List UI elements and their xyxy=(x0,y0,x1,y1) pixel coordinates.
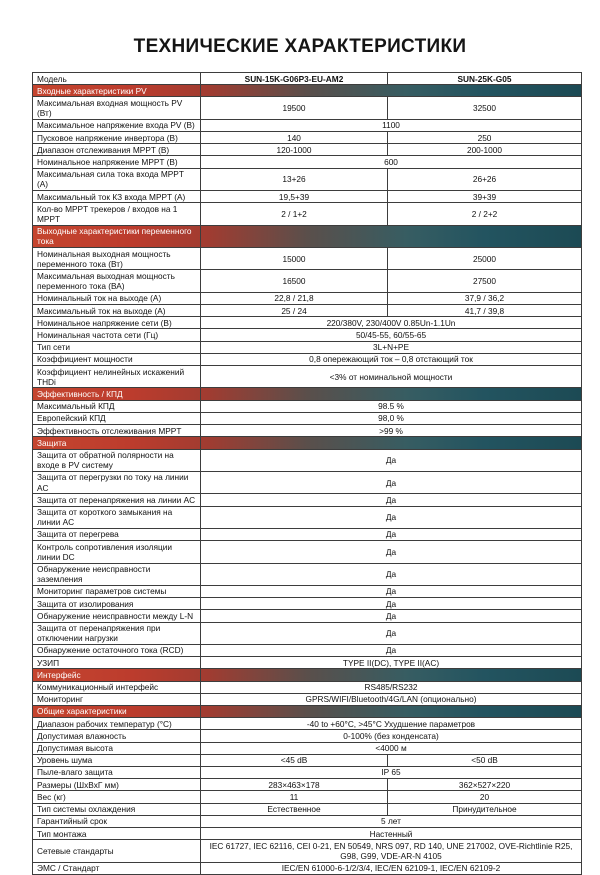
spec-label: Тип монтажа xyxy=(33,828,201,840)
spec-label: Максимальная сила тока входа MPPT (А) xyxy=(33,168,201,190)
spec-value-both-models: Да xyxy=(201,494,582,506)
spec-row xyxy=(33,862,582,874)
spec-row xyxy=(33,840,582,862)
spec-value-both-models: IEC/EN 61000-6-1/2/3/4, IEC/EN 62109-1, IEC/EN 62109-2 xyxy=(201,862,582,874)
spec-row xyxy=(33,718,582,730)
spec-value-both-models: 0,8 опережающий ток – 0,8 отстающий ток xyxy=(201,353,582,365)
spec-label: Вес (кг) xyxy=(33,791,201,803)
spec-row xyxy=(33,657,582,669)
section-gradient-fill xyxy=(201,437,582,449)
section-title: Защита xyxy=(33,437,201,449)
model-name-2: SUN-25K-G05 xyxy=(388,73,582,85)
section-header-row xyxy=(33,388,582,400)
spec-row xyxy=(33,292,582,304)
spec-value-both-models: IP 65 xyxy=(201,766,582,778)
spec-label: Защита от изолирования xyxy=(33,598,201,610)
spec-value-model-1: 120-1000 xyxy=(201,144,388,156)
spec-value-both-models: Настенный xyxy=(201,828,582,840)
spec-value-both-models: Да xyxy=(201,598,582,610)
spec-label: Кол-во MPPT трекеров / входов на 1 MPPT xyxy=(33,203,201,225)
spec-value-model-1: 140 xyxy=(201,132,388,144)
spec-value-model-2: 25000 xyxy=(388,248,582,270)
spec-row xyxy=(33,610,582,622)
spec-row xyxy=(33,803,582,815)
spec-value-both-models: 98,0 % xyxy=(201,412,582,424)
spec-row xyxy=(33,156,582,168)
spec-label: Тип сети xyxy=(33,341,201,353)
spec-value-both-models: Да xyxy=(201,449,582,471)
spec-label: Коммуникационный интерфейс xyxy=(33,681,201,693)
spec-value-both-models: 1100 xyxy=(201,119,582,131)
spec-label: Номинальный ток на выходе (А) xyxy=(33,292,201,304)
section-title: Эффективность / КПД xyxy=(33,388,201,400)
spec-table xyxy=(32,72,582,875)
spec-row xyxy=(33,270,582,292)
spec-row xyxy=(33,506,582,528)
spec-value-both-models: IEC 61727, IEC 62116, CEI 0-21, EN 50549, NRS 097, RD 140, UNE 217002, OVE-Richtlinie R25, G98, G99, VDE-AR-N 4105 xyxy=(201,840,582,862)
spec-label: Максимальный ток КЗ входа MPPT (А) xyxy=(33,191,201,203)
spec-value-model-2: 27500 xyxy=(388,270,582,292)
spec-value-both-models: Да xyxy=(201,610,582,622)
spec-value-both-models: Да xyxy=(201,585,582,597)
spec-value-both-models: Да xyxy=(201,541,582,563)
spec-label: Уровень шума xyxy=(33,754,201,766)
spec-value-both-models: TYPE II(DC), TYPE II(AC) xyxy=(201,657,582,669)
spec-label: Максимальный КПД xyxy=(33,400,201,412)
spec-value-model-1: 19500 xyxy=(201,97,388,119)
spec-label: УЗИП xyxy=(33,657,201,669)
spec-value-model-2: Принудительное xyxy=(388,803,582,815)
section-gradient-fill xyxy=(201,388,582,400)
spec-value-both-models: 220/380V, 230/400V 0.85Un-1.1Un xyxy=(201,317,582,329)
spec-value-model-2: 39+39 xyxy=(388,191,582,203)
spec-value-model-1: 25 / 24 xyxy=(201,305,388,317)
spec-value-both-models: -40 to +60°C, >45°C Ухудшение параметров xyxy=(201,718,582,730)
spec-value-both-models: <4000 м xyxy=(201,742,582,754)
spec-label: Защита от обратной полярности на входе в PV систему xyxy=(33,449,201,471)
spec-label: Защита от перегрузки по току на линии AC xyxy=(33,471,201,493)
spec-label: Защита от перегрева xyxy=(33,528,201,540)
spec-row xyxy=(33,815,582,827)
spec-value-model-2: 2 / 2+2 xyxy=(388,203,582,225)
spec-value-model-2: 20 xyxy=(388,791,582,803)
spec-label: Максимальная входная мощность PV (Вт) xyxy=(33,97,201,119)
spec-row xyxy=(33,598,582,610)
spec-row xyxy=(33,341,582,353)
spec-row xyxy=(33,791,582,803)
spec-label: Обнаружение неисправности между L-N xyxy=(33,610,201,622)
section-title: Общие характеристики xyxy=(33,705,201,717)
spec-value-model-2: 41,7 / 39,8 xyxy=(388,305,582,317)
spec-row xyxy=(33,400,582,412)
spec-label: Размеры (ШхВхГ мм) xyxy=(33,779,201,791)
spec-label: Допустимая высота xyxy=(33,742,201,754)
spec-value-model-1: 2 / 1+2 xyxy=(201,203,388,225)
section-title: Входные характеристики PV xyxy=(33,85,201,97)
model-header-label: Модель xyxy=(33,73,201,85)
spec-label: Пусковое напряжение инвертора (В) xyxy=(33,132,201,144)
spec-label: Диапазон отслеживания MPPT (В) xyxy=(33,144,201,156)
spec-label: Максимальное напряжение входа PV (В) xyxy=(33,119,201,131)
table-header-row xyxy=(33,73,582,85)
spec-row xyxy=(33,203,582,225)
spec-row xyxy=(33,329,582,341)
spec-value-model-1: 13+26 xyxy=(201,168,388,190)
spec-value-both-models: 98.5 % xyxy=(201,400,582,412)
spec-label: Допустимая влажность xyxy=(33,730,201,742)
spec-value-both-models: 0-100% (без конденсата) xyxy=(201,730,582,742)
spec-value-both-models: Да xyxy=(201,506,582,528)
spec-label: Обнаружение остаточного тока (RCD) xyxy=(33,644,201,656)
spec-row xyxy=(33,730,582,742)
model-name-1: SUN-15K-G06P3-EU-AM2 xyxy=(201,73,388,85)
spec-row xyxy=(33,191,582,203)
section-gradient-fill xyxy=(201,85,582,97)
spec-label: Гарантийный срок xyxy=(33,815,201,827)
spec-value-model-1: 16500 xyxy=(201,270,388,292)
spec-value-both-models: Да xyxy=(201,644,582,656)
spec-label: Защита от короткого замыкания на линии AC xyxy=(33,506,201,528)
spec-row xyxy=(33,742,582,754)
spec-value-model-2: 37,9 / 36,2 xyxy=(388,292,582,304)
spec-value-both-models: Да xyxy=(201,528,582,540)
spec-row xyxy=(33,412,582,424)
spec-row xyxy=(33,425,582,437)
spec-label: Диапазон рабочих температур (°C) xyxy=(33,718,201,730)
spec-label: Мониторинг xyxy=(33,693,201,705)
section-gradient-fill xyxy=(201,669,582,681)
spec-value-model-1: 19,5+39 xyxy=(201,191,388,203)
spec-row xyxy=(33,97,582,119)
spec-value-both-models: <3% от номинальной мощности xyxy=(201,366,582,388)
spec-row xyxy=(33,471,582,493)
spec-value-model-1: 22,8 / 21,8 xyxy=(201,292,388,304)
spec-row xyxy=(33,248,582,270)
spec-row xyxy=(33,681,582,693)
spec-label: Номинальная частота сети (Гц) xyxy=(33,329,201,341)
spec-row xyxy=(33,585,582,597)
spec-label: ЭМС / Стандарт xyxy=(33,862,201,874)
spec-label: Эффективность отслеживания MPPT xyxy=(33,425,201,437)
spec-row xyxy=(33,366,582,388)
spec-value-both-models: 50/45-55, 60/55-65 xyxy=(201,329,582,341)
spec-label: Максимальный ток на выходе (А) xyxy=(33,305,201,317)
spec-label: Обнаружение неисправности заземления xyxy=(33,563,201,585)
spec-label: Номинальное напряжение MPPT (В) xyxy=(33,156,201,168)
spec-label: Максимальная выходная мощность переменного тока (ВА) xyxy=(33,270,201,292)
spec-row xyxy=(33,779,582,791)
spec-value-both-models: Да xyxy=(201,563,582,585)
spec-row xyxy=(33,563,582,585)
spec-label: Защита от перенапряжения на линии AC xyxy=(33,494,201,506)
spec-label: Коэффициент мощности xyxy=(33,353,201,365)
section-title: Интерфейс xyxy=(33,669,201,681)
spec-value-model-2: 362×527×220 xyxy=(388,779,582,791)
spec-value-both-models: Да xyxy=(201,471,582,493)
spec-row xyxy=(33,119,582,131)
spec-label: Тип системы охлаждения xyxy=(33,803,201,815)
spec-value-both-models: 600 xyxy=(201,156,582,168)
spec-row xyxy=(33,144,582,156)
section-header-row xyxy=(33,437,582,449)
spec-row xyxy=(33,449,582,471)
spec-value-both-models: 5 лет xyxy=(201,815,582,827)
spec-row xyxy=(33,132,582,144)
spec-row xyxy=(33,754,582,766)
spec-value-model-2: 32500 xyxy=(388,97,582,119)
spec-row xyxy=(33,828,582,840)
section-header-row xyxy=(33,705,582,717)
spec-value-model-1: <45 dB xyxy=(201,754,388,766)
section-header-row xyxy=(33,225,582,247)
spec-row xyxy=(33,766,582,778)
spec-row xyxy=(33,305,582,317)
spec-label: Номинальное напряжение сети (В) xyxy=(33,317,201,329)
spec-value-both-models: Да xyxy=(201,622,582,644)
spec-table-body xyxy=(33,85,582,875)
spec-label: Европейский КПД xyxy=(33,412,201,424)
spec-value-model-2: 200-1000 xyxy=(388,144,582,156)
spec-row xyxy=(33,317,582,329)
spec-label: Сетевые стандарты xyxy=(33,840,201,862)
spec-value-both-models: >99 % xyxy=(201,425,582,437)
spec-label: Коэффициент нелинейных искажений THDi xyxy=(33,366,201,388)
spec-label: Пыле-влаго защита xyxy=(33,766,201,778)
page-title: ТЕХНИЧЕСКИЕ ХАРАКТЕРИСТИКИ xyxy=(133,36,467,57)
spec-row xyxy=(33,541,582,563)
spec-value-both-models: RS485/RS232 xyxy=(201,681,582,693)
section-title: Выходные характеристики переменного тока xyxy=(33,225,201,247)
spec-value-model-1: 283×463×178 xyxy=(201,779,388,791)
spec-label: Мониторинг параметров системы xyxy=(33,585,201,597)
section-header-row xyxy=(33,669,582,681)
spec-row xyxy=(33,168,582,190)
spec-row xyxy=(33,353,582,365)
section-gradient-fill xyxy=(201,705,582,717)
spec-row xyxy=(33,528,582,540)
spec-value-model-2: 26+26 xyxy=(388,168,582,190)
spec-row xyxy=(33,494,582,506)
section-header-row xyxy=(33,85,582,97)
spec-label: Контроль сопротивления изоляции линии DC xyxy=(33,541,201,563)
spec-label: Номинальная выходная мощность переменного тока (Вт) xyxy=(33,248,201,270)
spec-value-model-1: Естественное xyxy=(201,803,388,815)
section-gradient-fill xyxy=(201,225,582,247)
spec-row xyxy=(33,622,582,644)
spec-row xyxy=(33,644,582,656)
spec-value-model-1: 15000 xyxy=(201,248,388,270)
spec-value-model-1: 11 xyxy=(201,791,388,803)
spec-value-model-2: <50 dB xyxy=(388,754,582,766)
spec-value-model-2: 250 xyxy=(388,132,582,144)
spec-value-both-models: GPRS/WIFI/Bluetooth/4G/LAN (опционально) xyxy=(201,693,582,705)
spec-value-both-models: 3L+N+PE xyxy=(201,341,582,353)
spec-row xyxy=(33,693,582,705)
spec-label: Защита от перенапряжения при отключении нагрузки xyxy=(33,622,201,644)
